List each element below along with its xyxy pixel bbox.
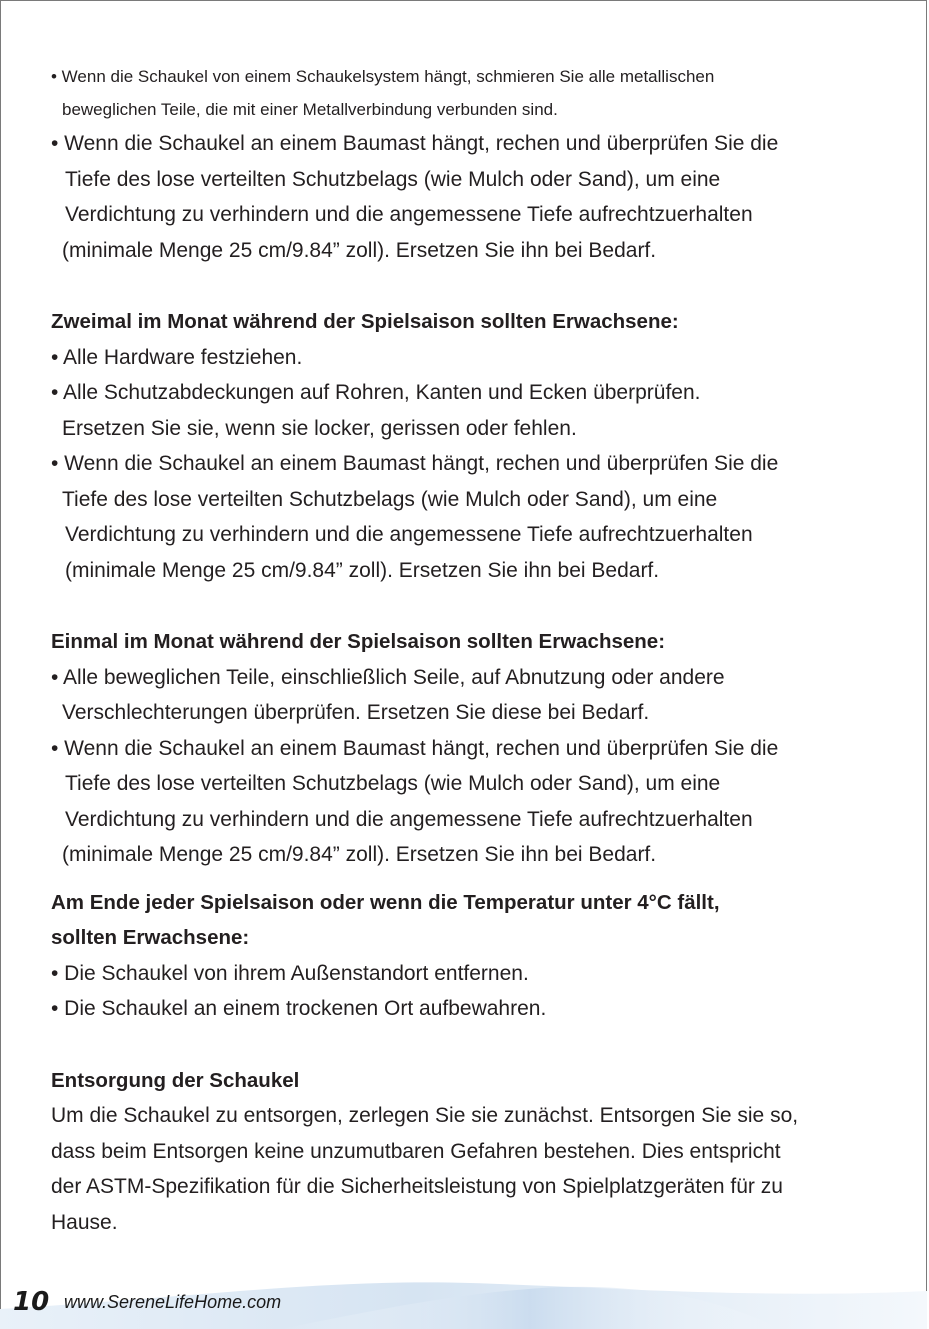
paragraph-line: dass beim Entsorgen keine unzumutbaren Gefahren bestehen. Dies entspricht xyxy=(51,1139,781,1163)
section-heading: Zweimal im Monat während der Spielsaison sollten Erwachsene: xyxy=(51,310,679,333)
list-item-continuation: Tiefe des lose verteilten Schutzbelags (wie Mulch oder Sand), um eine xyxy=(65,772,721,795)
list-item: • Alle beweglichen Teile, einschließlich Seile, auf Abnutzung oder andere xyxy=(51,665,725,689)
intro-line: (minimale Menge 25 cm/9.84” zoll). Ersetzen Sie ihn bei Bedarf. xyxy=(62,238,657,262)
spacer xyxy=(51,1027,871,1063)
season-end-section xyxy=(51,885,871,1027)
intro-line: Verdichtung zu verhindern und die angemessene Tiefe aufrechtzuerhalten xyxy=(65,203,753,226)
paragraph-line: Hause. xyxy=(51,1210,118,1234)
section-heading: sollten Erwachsene: xyxy=(51,926,250,949)
footer-band xyxy=(0,1269,927,1329)
section-heading: Am Ende jeder Spielsaison oder wenn die Temperatur unter 4°C fällt, xyxy=(51,890,720,914)
disposal-section xyxy=(51,1063,871,1241)
intro-line: Tiefe des lose verteilten Schutzbelags (wie Mulch oder Sand), um eine xyxy=(65,167,721,191)
spacer xyxy=(51,268,871,304)
spacer xyxy=(51,588,871,624)
monthly-section xyxy=(51,624,871,873)
section-heading: Entsorgung der Schaukel xyxy=(51,1068,300,1092)
list-item: • Alle Hardware festziehen. xyxy=(51,345,303,369)
list-item-continuation: Verdichtung zu verhindern und die angemessene Tiefe aufrechtzuerhalten xyxy=(65,523,753,546)
intro-section xyxy=(51,60,871,268)
paragraph-line: der ASTM-Spezifikation für die Sicherheitsleistung von Spielplatzgeräten für zu xyxy=(51,1175,783,1198)
list-item: • Wenn die Schaukel an einem Baumast hängt, rechen und überprüfen Sie die xyxy=(51,452,779,475)
list-item: • Alle Schutzabdeckungen auf Rohren, Kanten und Ecken überprüfen. xyxy=(51,381,701,404)
spacer xyxy=(51,873,871,885)
list-item-continuation: Ersetzen Sie sie, wenn sie locker, gerissen oder fehlen. xyxy=(62,416,577,440)
document-body xyxy=(51,60,871,1240)
list-item-continuation: Tiefe des lose verteilten Schutzbelags (wie Mulch oder Sand), um eine xyxy=(62,487,718,511)
intro-line: • Wenn die Schaukel an einem Baumast hängt, rechen und überprüfen Sie die xyxy=(51,132,779,155)
twice-monthly-section xyxy=(51,304,871,588)
page-number: 10 xyxy=(13,1287,50,1317)
intro-line: beweglichen Teile, die mit einer Metallverbindung verbunden sind. xyxy=(62,100,558,119)
list-item-continuation: Verdichtung zu verhindern und die angemessene Tiefe aufrechtzuerhalten xyxy=(65,807,753,831)
paragraph-line: Um die Schaukel zu entsorgen, zerlegen Sie sie zunächst. Entsorgen Sie sie so, xyxy=(51,1104,799,1127)
list-item: • Die Schaukel an einem trockenen Ort aufbewahren. xyxy=(51,997,547,1020)
section-heading: Einmal im Monat während der Spielsaison sollten Erwachsene: xyxy=(51,630,666,653)
list-item-continuation: (minimale Menge 25 cm/9.84” zoll). Ersetzen Sie ihn bei Bedarf. xyxy=(65,558,660,582)
intro-line: • Wenn die Schaukel von einem Schaukelsystem hängt, schmieren Sie alle metallischen xyxy=(51,67,715,86)
list-item-continuation: Verschlechterungen überprüfen. Ersetzen Sie diese bei Bedarf. xyxy=(62,701,650,724)
list-item-continuation: (minimale Menge 25 cm/9.84” zoll). Ersetzen Sie ihn bei Bedarf. xyxy=(62,843,657,866)
list-item: • Wenn die Schaukel an einem Baumast hängt, rechen und überprüfen Sie die xyxy=(51,736,779,760)
footer-url[interactable]: www.SereneLifeHome.com xyxy=(64,1292,282,1312)
list-item: • Die Schaukel von ihrem Außenstandort entfernen. xyxy=(51,961,529,985)
